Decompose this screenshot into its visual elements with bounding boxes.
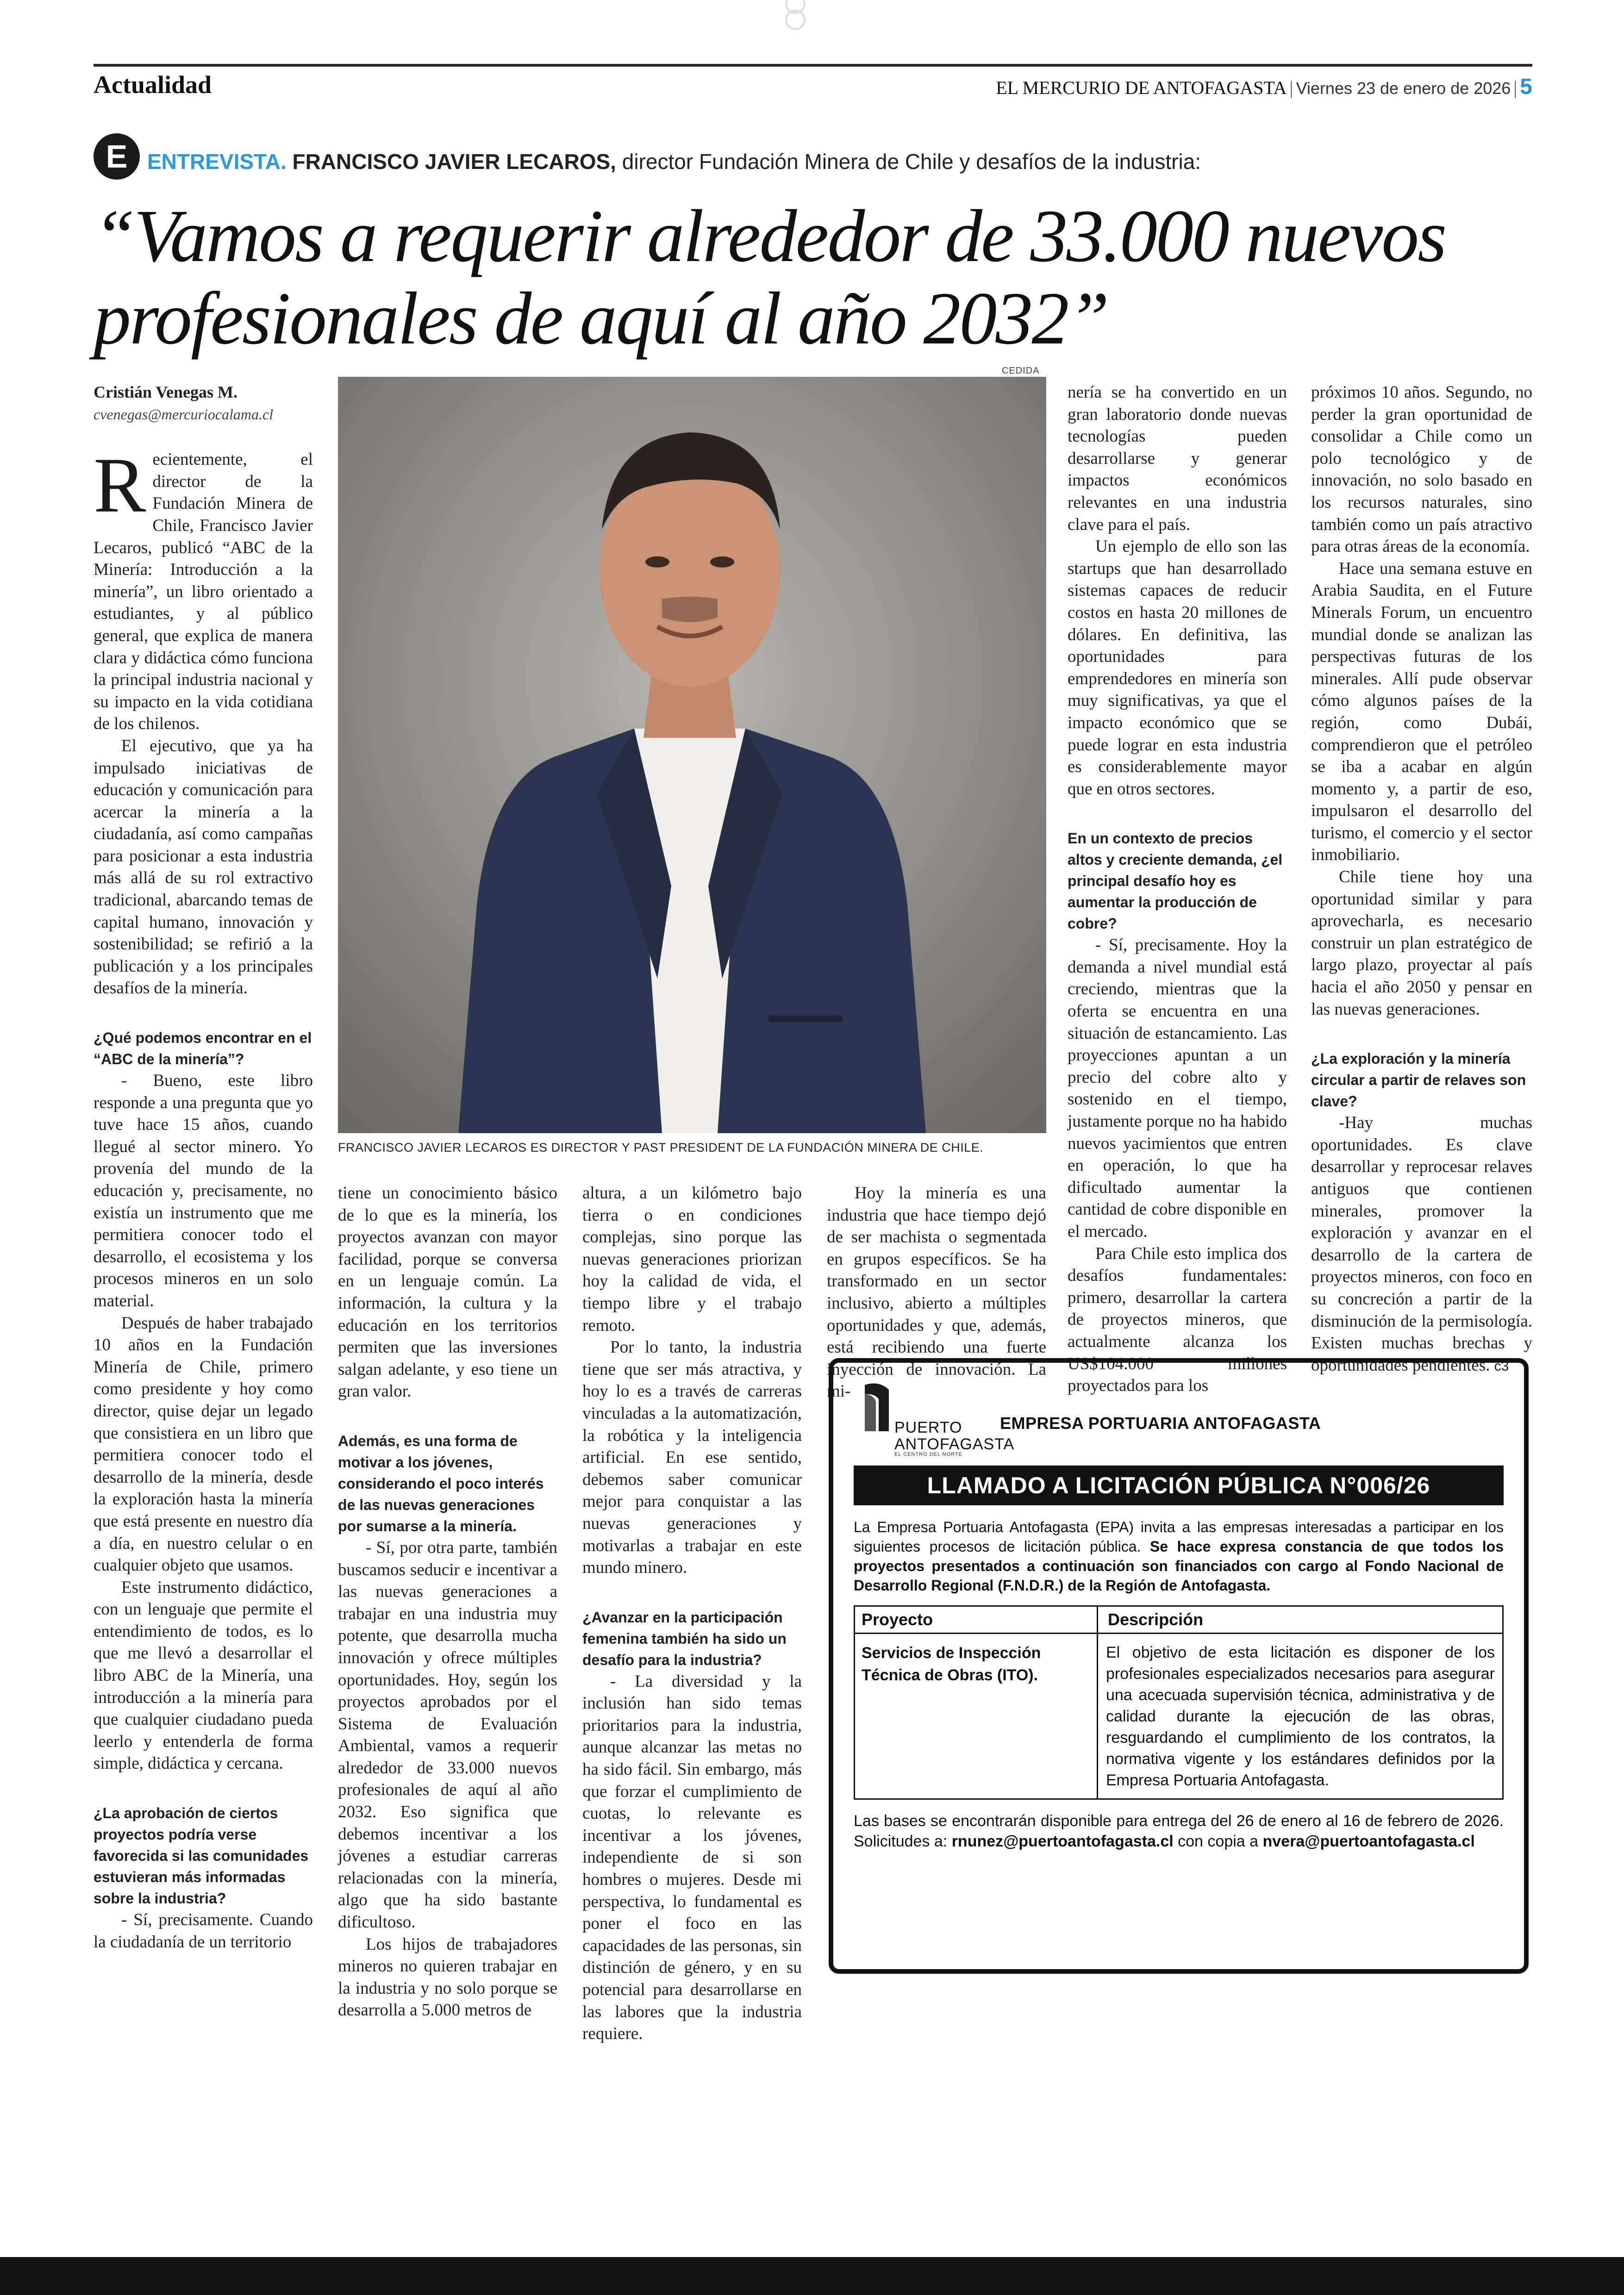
byline-author: Cristián Venegas M. bbox=[94, 383, 238, 401]
table-header-project: Proyecto bbox=[862, 1610, 933, 1629]
kicker-role: director Fundación Minera de Chile y desafíos de la industria: bbox=[622, 150, 1201, 174]
photo-credit: CEDIDA bbox=[1002, 366, 1040, 376]
puerto-antofagasta-logo bbox=[854, 1377, 1015, 1460]
paragraph: - Sí, precisamente. Cuando la ciudadanía de un territorio bbox=[94, 1910, 313, 1952]
kicker-text bbox=[147, 149, 1201, 174]
next-page-dot[interactable] bbox=[785, 10, 806, 30]
table-cell-project: Servicios de Inspección Técnica de Obras (ITO). bbox=[862, 1644, 1041, 1684]
tender-title-banner: LLAMADO A LICITACIÓN PÚBLICA N°006/26 bbox=[854, 1466, 1504, 1505]
portrait-illustration bbox=[338, 377, 1046, 1133]
interview-question: Además, es una forma de motivar a los jóvenes, considerando el poco interés de las nuevas generaciones por sumarse a la minería. bbox=[338, 1432, 544, 1534]
paragraph: altura, a un kilómetro bajo tierra o en condiciones complejas, sino porque las nuevas generaciones priorizan hoy la calidad de vida, el tiempo libre y el trabajo remoto. bbox=[582, 1184, 802, 1335]
table-cell-description: El objetivo de esta licitación es disponer de los profesionales especializados necesarios para asegurar una acecuada supervisión técnica, administrativa y de calidad durante la ejecución de las obras, resguardando el cumplimiento de los contratos, la normativa vigente y los estándares definidos por la Empresa Portuaria Antofagasta. bbox=[1106, 1644, 1495, 1789]
table-header-description: Descripción bbox=[1108, 1610, 1204, 1629]
kicker-person-name: FRANCISCO JAVIER LECAROS, bbox=[292, 150, 616, 174]
section-header bbox=[94, 64, 1532, 101]
paragraph: - Bueno, este libro responde a una pregunta que yo tuve hace 15 años, cuando llegué al sector minero. Yo provenía del mundo de la educación y, precisamente, no existía un instrumento que me permitiera conocer todo el desarrollo, el ecosistema y los procesos mineros en un solo material. bbox=[94, 1071, 313, 1310]
tender-footer: Las bases se encontrarán disponible para entrega del 26 de enero al 16 de febrero de 2026. Solicitudes a: rnunez@puertoantofagasta.cl con copia a nvera@puertoantofagasta.cl bbox=[854, 1812, 1504, 1850]
paragraph: El ejecutivo, que ya ha impulsado iniciativas de educación y comunicación para acercar la minería a la ciudadanía, así como campañas para posicionar a esta industria más allá de su rol extractivo tradicional, abarcando temas de capital humano, innovación y sostenibilidad; se refirió a la publicación y a los principales desafíos de la minería. bbox=[94, 736, 313, 998]
contact-email-1[interactable]: rnunez@puertoantofagasta.cl bbox=[951, 1833, 1174, 1850]
drop-cap: R bbox=[94, 442, 146, 529]
port-logo-icon bbox=[860, 1380, 893, 1436]
paragraph: - La diversidad y la inclusión han sido temas prioritarios para la industria, aunque alcanzar las metas no ha sido fácil. Sin embargo, más que forzar el cumplimiento de cuotas, lo relevante es incentivar a los jóvenes, independiente de si son hombres o mujeres. Desde mi perspectiva, lo fundamental es poner el foco en las capacidades de las personas, sin distinción de género, y en su potencial para desarrollarse en las labores que la industria requiere. bbox=[582, 1671, 802, 2044]
paragraph: Para Chile esto implica dos desafíos fundamentales: primero, desarrollar la cartera de proyectos mineros, que actualmente alcanza los US$104.000 millones proyectados para los bbox=[1068, 1244, 1287, 1396]
kicker-label: ENTREVISTA. bbox=[147, 150, 287, 174]
paragraph: nería se ha convertido en un gran laboratorio donde nuevas tecnologías pueden desarrollarse y generar impactos económicos relevantes en una industria clave para el país. bbox=[1068, 383, 1287, 534]
paragraph: Por lo tanto, la industria tiene que ser más atractiva, y hoy lo es a través de carreras vinculadas a la automatización, la robótica y la inteligencia artificial. En ese sentido, debemos saber comunicar mejor para conquistar a las nuevas generaciones y motivarlas a trabajar en este mundo minero. bbox=[582, 1338, 802, 1578]
article-kicker bbox=[94, 133, 1532, 181]
article-column-6 bbox=[1311, 381, 1532, 1377]
paragraph: - Sí, por otra parte, también buscamos seducir e incentivar a las nuevas generaciones a trabajar en una industria muy potente, que desarrolla mucha innovación y ofrece múltiples oportunidades. Hoy, según los proyectos aprobados por el Sistema de Evaluación Ambiental, vamos a requerir alrededor de 33.000 nuevos profesionales de aquí al año 2032. Eso significa que debemos incentivar a los jóvenes a estudiar carreras relacionadas con la minería, algo que ha sido bastante dificultoso. bbox=[338, 1538, 557, 1932]
publication-name: EL MERCURIO DE ANTOFAGASTA bbox=[996, 77, 1287, 98]
interview-question: ¿Qué podemos encontrar en el “ABC de la minería”? bbox=[94, 1029, 312, 1068]
page-number: 5 bbox=[1520, 75, 1532, 99]
paragraph: Después de haber trabajado 10 años en la Fundación Minería de Chile, primero como presidente y hoy como director, quise dejar un legado que consistiera en un libro que permitiera conocer todo el desarrollo de la minería, desde la exploración hasta la minería que está presente en nuestro día a día, en nuestro celular o en cualquier objeto que usamos. bbox=[94, 1313, 313, 1575]
page-nav-dots[interactable] bbox=[785, 0, 841, 14]
tender-intro: La Empresa Portuaria Antofagasta (EPA) invita a las empresas interesadas a participar en los siguientes procesos de licitación pública. Se hace expresa constancia de que todos los proyectos presentados a continuación son financiados con cargo al Fondo Nacional de Desarrollo Regional (F.N.D.R.) de la Región de Antofagasta. bbox=[854, 1519, 1504, 1594]
paragraph: Este instrumento didáctico, con un lenguaje que permite el entendimiento de todos, es lo que me llevó a desarrollar el libro ABC de la Minería, una introducción a la minería para que cualquier ciudadano pueda leerlo y entenderla de forma simple, didáctica y cercana. bbox=[94, 1578, 313, 1773]
interview-question: ¿La exploración y la minería circular a partir de relaves son clave? bbox=[1311, 1050, 1526, 1110]
paragraph: - Sí, precisamente. Hoy la demanda a nivel mundial está creciendo, mientras que la oferta se encuentra en una situación de estancamiento. Las proyecciones apuntan a un precio del cobre alto y sostenido en el tiempo, justamente porque no ha habido nuevos yacimientos que entren en operación, lo que ha dificultado aumentar la cantidad de cobre disponible en el mercado. bbox=[1068, 935, 1287, 1241]
logo-tagline: EL CENTRO DEL NORTE bbox=[894, 1452, 962, 1457]
interview-question: ¿Avanzar en la participación femenina también ha sido un desafío para la industria? bbox=[582, 1609, 787, 1668]
bottom-bar bbox=[0, 2257, 1624, 2295]
paragraph: Un ejemplo de ello son las startups que han desarrollado sistemas capaces de reducir costos en hasta 20 millones de dólares. En definitiva, las oportunidades para emprendedores en minería son muy significativas, ya que el impacto económico que se puede lograr en esta industria es considerablemente mayor que en otros sectores. bbox=[1068, 537, 1287, 798]
paragraph: Hace una semana estuve en Arabia Saudita, en el Future Minerals Forum, un encuentro mundial donde se analizan las perspectivas futuras de los minerales. Allí pude observar cómo algunos países de la región, como Dubái, comprendieron que el petróleo se iba a acabar en algún momento y, a partir de eso, impulsaron el desarrollo del turismo, el comercio y el sector inmobiliario. bbox=[1311, 559, 1532, 865]
article-column-1 bbox=[94, 381, 313, 1953]
paragraph: Chile tiene hoy una oportunidad similar y para aprovecharla, es necesario construir un plan estratégico de largo plazo, proyectar al país hacia el año 2050 y pensar en las nuevas generaciones. bbox=[1311, 867, 1532, 1019]
entrevista-badge: E bbox=[94, 133, 140, 180]
photo-caption: FRANCISCO JAVIER LECAROS ES DIRECTOR Y PAST PRESIDENT DE LA FUNDACIÓN MINERA DE CHILE. bbox=[338, 1141, 984, 1154]
tender-table bbox=[854, 1605, 1504, 1800]
article-column-5 bbox=[1068, 381, 1287, 1397]
article-headline bbox=[94, 195, 1532, 360]
logo-text: PUERTO ANTOFAGASTA bbox=[894, 1419, 1015, 1453]
portrait-photo bbox=[338, 377, 1046, 1133]
contact-email-2[interactable]: nvera@puertoantofagasta.cl bbox=[1262, 1833, 1475, 1850]
headline-line-1: “Vamos a requerir alrededor de 33.000 nuevos bbox=[94, 195, 1446, 278]
publication-date: Viernes 23 de enero de 2026 bbox=[1296, 79, 1511, 98]
paragraph: Hoy la minería es una industria que hace tiempo dejó de ser machista o segmentada en grupos específicos. Se ha transformado en un sector inclusivo, abierto a múltiples oportunidades y que, además, está recibiendo una fuerte inyección de innovación. La mi- bbox=[827, 1184, 1046, 1401]
end-of-article-mark: c3 bbox=[1494, 1358, 1509, 1374]
publication-info: EL MERCURIO DE ANTOFAGASTA | Viernes 23 de enero de 2026 | 5 bbox=[996, 75, 1532, 99]
section-name: Actualidad bbox=[94, 71, 212, 99]
article-column-3 bbox=[582, 1182, 802, 2045]
tender-advertisement bbox=[829, 1358, 1529, 1974]
ad-company-name: EMPRESA PORTUARIA ANTOFAGASTA bbox=[1000, 1414, 1321, 1433]
paragraph: Recientemente, el director de la Fundación Minera de Chile, Francisco Javier Lecaros, publicó “ABC de la Minería: Introducción a la minería”, un libro orientado a estudiantes, y al público general, que explica de manera clara y didáctica cómo funciona la principal industria nacional y su impacto en la vida cotidiana de los chilenos. bbox=[94, 442, 313, 734]
byline-email[interactable]: cvenegas@mercuriocalama.cl bbox=[94, 405, 274, 423]
paragraph: próximos 10 años. Segundo, no perder la gran oportunidad de consolidar a Chile como un polo tecnológico y de innovación, no solo basado en los recursos naturales, sino también como un país atractivo para otras áreas de la economía. bbox=[1311, 383, 1532, 556]
paragraph: Los hijos de trabajadores mineros no quieren trabajar en la industria y no solo porque se desarrolla a 5.000 metros de bbox=[338, 1934, 557, 2020]
interview-question: En un contexto de precios altos y creciente demanda, ¿el principal desafío hoy es aumentar la producción de cobre? bbox=[1068, 830, 1283, 932]
headline-line-2: profesionales de aquí al año 2032” bbox=[94, 277, 1108, 360]
paragraph: -Hay muchas oportunidades. Es clave desarrollar y reprocesar relaves antiguos que contienen minerales, promover la exploración y avanzar en el desarrollo de la cartera de proyectos mineros, con foco en su concreción a partir de la disminución de la permisología. Existen muchas brechas y oportunidades pendientes. c3 bbox=[1311, 1113, 1532, 1375]
paragraph: tiene un conocimiento básico de lo que es la minería, los proyectos avanzan con mayor facilidad, porque se conversa en un lenguaje común. La información, la cultura y la educación en los territorios permiten que las inversiones salgan adelante, y eso tiene un gran valor. bbox=[338, 1184, 557, 1401]
interview-question: ¿La aprobación de ciertos proyectos podría verse favorecida si las comunidades estuvieran más informadas sobre la industria? bbox=[94, 1805, 309, 1907]
article-column-2 bbox=[338, 1182, 557, 2021]
